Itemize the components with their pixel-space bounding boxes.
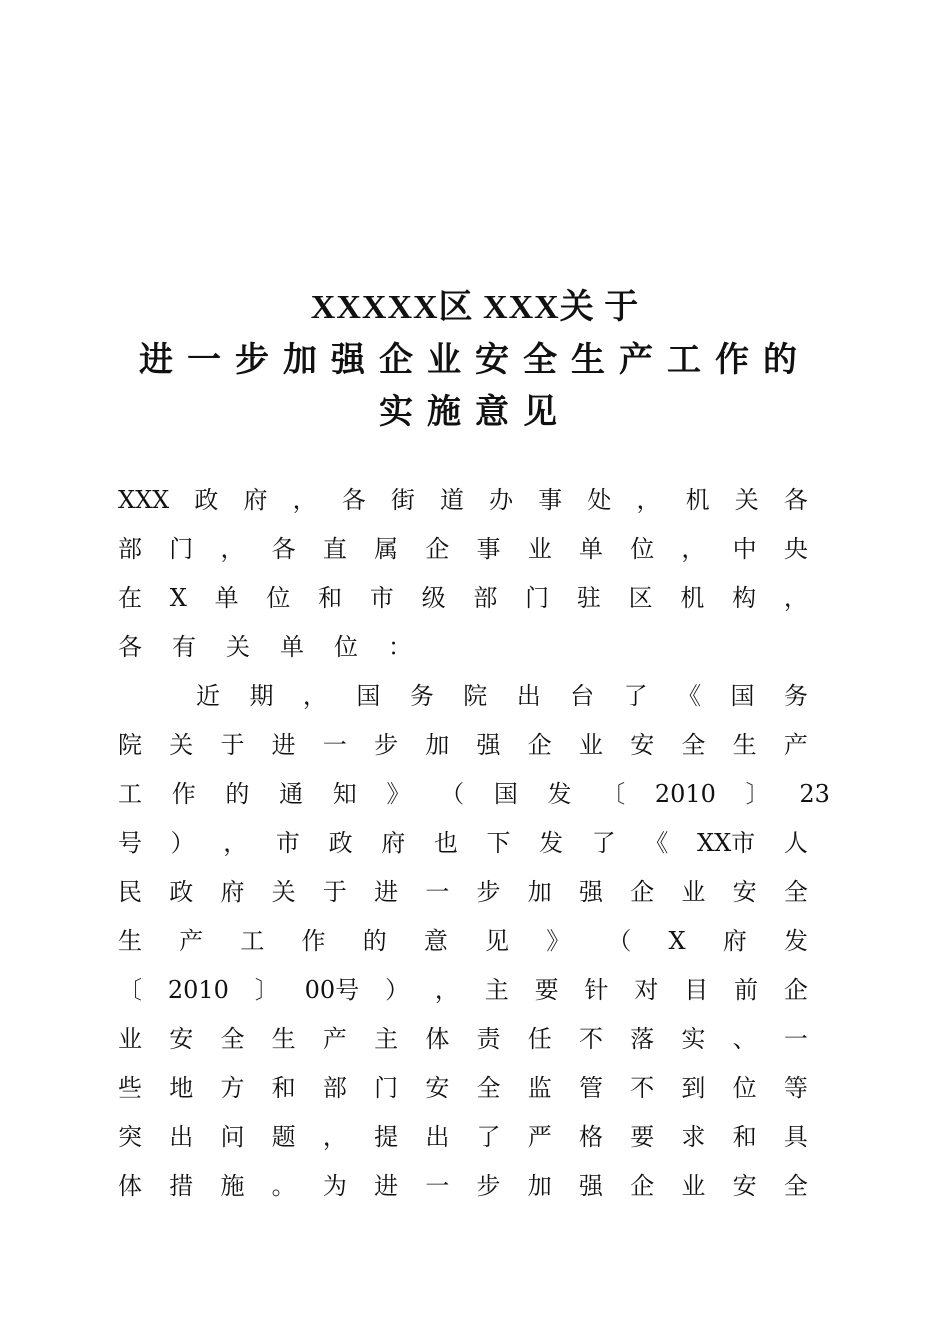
body-token: 出	[516, 682, 541, 710]
body-token: 发	[783, 927, 808, 955]
body-token: 业	[527, 535, 552, 563]
body-line	[118, 770, 830, 819]
body-token: 工	[240, 927, 265, 955]
body-token: 政	[194, 486, 219, 514]
body-token: 方	[220, 1074, 245, 1102]
body-token: 和	[271, 1074, 296, 1102]
body-token: 级	[421, 584, 446, 612]
body-token: 直	[322, 535, 347, 563]
body-line	[118, 1015, 808, 1064]
body-token: 区	[628, 584, 653, 612]
body-token: 政	[328, 829, 353, 857]
body-token: 2010	[167, 976, 229, 1004]
body-token: 强	[578, 878, 603, 906]
body-token: 格	[578, 1123, 603, 1151]
body-token: 政	[169, 878, 194, 906]
body-token: 人	[783, 829, 808, 857]
body-token: 出	[425, 1123, 450, 1151]
body-token: 〕	[254, 976, 279, 1004]
body-token: 》	[386, 780, 411, 808]
body-token: 些	[118, 1074, 142, 1102]
body-token: 落	[630, 1025, 655, 1053]
body-token: 监	[527, 1074, 552, 1102]
body-token: 一	[783, 1025, 808, 1053]
body-token: ，	[322, 1123, 347, 1151]
body-token: 在	[118, 584, 142, 612]
body-token: 问	[220, 1123, 245, 1151]
body-token: 为	[322, 1172, 347, 1200]
body-token: 有	[172, 633, 196, 661]
body-line	[118, 819, 808, 868]
body-token: 安	[169, 1025, 194, 1053]
body-token: 府	[381, 829, 406, 857]
body-token: 任	[527, 1025, 552, 1053]
body-token: ，	[302, 682, 327, 710]
body-token: 也	[433, 829, 458, 857]
body-token: ，	[223, 829, 248, 857]
body-token: ，	[783, 584, 808, 612]
body-token: 全	[783, 1172, 808, 1200]
body-token: 部	[118, 535, 142, 563]
body-token: 机	[680, 584, 705, 612]
body-line	[118, 917, 808, 966]
body-token: 对	[634, 976, 659, 1004]
body-token: 〔	[601, 780, 626, 808]
body-token: 《	[677, 682, 702, 710]
body-token: 出	[169, 1123, 194, 1151]
body-token: 门	[169, 535, 194, 563]
body-token: 步	[476, 1172, 501, 1200]
body-line	[118, 623, 808, 672]
body-line	[118, 966, 808, 1015]
body-token: 作	[301, 927, 326, 955]
body-token: 发	[547, 780, 572, 808]
body-token: 和	[318, 584, 343, 612]
body-token: 全	[476, 1074, 501, 1102]
body-line	[118, 574, 808, 623]
body-token: 部	[473, 584, 498, 612]
body-token: 业	[578, 731, 603, 759]
body-token: 门	[525, 584, 550, 612]
document-body	[118, 476, 838, 1211]
body-token: 地	[169, 1074, 194, 1102]
body-token: 近	[196, 682, 220, 710]
body-token: 通	[279, 780, 304, 808]
body-token: 作	[171, 780, 196, 808]
body-token: 门	[374, 1074, 399, 1102]
body-token: 全	[681, 731, 706, 759]
body-token: 强	[476, 731, 501, 759]
body-token: 见	[485, 927, 510, 955]
body-token: 管	[578, 1074, 603, 1102]
document-title	[0, 282, 950, 438]
body-token: 题	[271, 1123, 296, 1151]
body-token: 主	[484, 976, 509, 1004]
body-token: 等	[783, 1074, 808, 1102]
body-token: 到	[681, 1074, 706, 1102]
body-token: 》	[546, 927, 571, 955]
body-token: （	[440, 780, 465, 808]
body-token: 于	[220, 731, 245, 759]
body-token: ，	[220, 535, 245, 563]
body-token: 道	[440, 486, 465, 514]
body-token: 部	[322, 1074, 347, 1102]
body-token: 企	[783, 976, 808, 1004]
body-token: 了	[591, 829, 616, 857]
body-token: 安	[732, 878, 757, 906]
body-token: 。	[271, 1172, 296, 1200]
body-token: 中	[732, 535, 757, 563]
body-token: 一	[322, 731, 347, 759]
body-token: （	[607, 927, 632, 955]
body-token: ）	[170, 829, 195, 857]
body-token: 业	[118, 1025, 142, 1053]
body-token: 关	[226, 633, 250, 661]
body-token: XX市	[697, 829, 756, 857]
body-line	[118, 476, 808, 525]
body-token: 关	[734, 486, 759, 514]
body-token: 位	[266, 584, 291, 612]
body-token: 工	[118, 780, 142, 808]
body-token: ，	[292, 486, 317, 514]
body-token: 00号	[304, 976, 360, 1004]
body-line	[118, 1162, 808, 1211]
body-token: 位	[334, 633, 358, 661]
body-token: 的	[362, 927, 387, 955]
body-token: 院	[463, 682, 488, 710]
title-line-2: 进一步加强企业安全生产工作的	[139, 340, 811, 380]
body-line	[118, 868, 808, 917]
body-token: 企	[630, 878, 655, 906]
body-token: XXX	[118, 486, 170, 514]
body-token: 位	[630, 535, 655, 563]
body-token: 进	[374, 878, 399, 906]
body-token: 发	[539, 829, 564, 857]
body-token: 严	[527, 1123, 552, 1151]
body-token: 业	[681, 878, 706, 906]
body-token: 单	[280, 633, 304, 661]
body-token: 安	[732, 1172, 757, 1200]
body-token: 《	[644, 829, 669, 857]
body-token: 强	[578, 1172, 603, 1200]
body-token: 步	[476, 878, 501, 906]
body-token: 各	[118, 633, 142, 661]
body-token: 了	[476, 1123, 501, 1151]
body-token: 民	[118, 878, 142, 906]
body-token: 的	[225, 780, 250, 808]
body-token: 了	[623, 682, 648, 710]
body-token: 一	[425, 1172, 450, 1200]
body-token: 求	[681, 1123, 706, 1151]
body-token: 台	[570, 682, 595, 710]
body-token: 体	[425, 1025, 450, 1053]
body-token: 突	[118, 1123, 142, 1151]
body-token: 、	[732, 1025, 757, 1053]
body-token: 于	[322, 878, 347, 906]
body-token: 号	[118, 829, 142, 857]
body-token: 市	[275, 829, 300, 857]
body-token: 主	[374, 1025, 399, 1053]
body-token: 目	[684, 976, 709, 1004]
body-token: 单	[578, 535, 603, 563]
body-token: 23	[799, 780, 830, 808]
body-token: 产	[322, 1025, 347, 1053]
body-token: 市	[369, 584, 394, 612]
body-token: 府	[220, 878, 245, 906]
body-token: 务	[409, 682, 434, 710]
body-token: 要	[630, 1123, 655, 1151]
body-token: ：	[388, 633, 412, 661]
body-token: 处	[587, 486, 612, 514]
body-token: 步	[374, 731, 399, 759]
body-line	[118, 672, 808, 721]
body-token: 安	[425, 1074, 450, 1102]
body-token: 措	[169, 1172, 194, 1200]
body-token: 加	[527, 878, 552, 906]
body-line	[118, 721, 808, 770]
body-token: 一	[425, 878, 450, 906]
body-token: 进	[271, 731, 296, 759]
body-line	[118, 525, 808, 574]
body-token: 企	[527, 731, 552, 759]
body-token: 产	[783, 731, 808, 759]
body-token: 2010	[654, 780, 716, 808]
body-line	[118, 1064, 808, 1113]
body-token: 全	[783, 878, 808, 906]
body-token: 机	[685, 486, 710, 514]
body-token: 进	[374, 1172, 399, 1200]
body-line	[118, 1113, 808, 1162]
body-token: 具	[783, 1123, 808, 1151]
body-token: 央	[783, 535, 808, 563]
body-token: 生	[732, 731, 757, 759]
body-token: ，	[681, 535, 706, 563]
body-token: 属	[374, 535, 399, 563]
body-token: 产	[179, 927, 204, 955]
body-token: 各	[341, 486, 366, 514]
body-token: 生	[271, 1025, 296, 1053]
body-token: 关	[169, 731, 194, 759]
body-token: X	[668, 927, 686, 955]
body-token: 府	[243, 486, 268, 514]
body-token: 事	[538, 486, 563, 514]
body-token: 不	[578, 1025, 603, 1053]
body-token: 事	[476, 535, 501, 563]
body-token: ）	[385, 976, 410, 1004]
body-token: 务	[783, 682, 808, 710]
body-token: ，	[636, 486, 661, 514]
body-token: 体	[118, 1172, 142, 1200]
body-token: 企	[425, 535, 450, 563]
body-token: 前	[734, 976, 759, 1004]
body-token: 街	[390, 486, 415, 514]
body-token: 各	[783, 486, 808, 514]
body-token: 要	[534, 976, 559, 1004]
body-token: 院	[118, 731, 142, 759]
body-token: 期	[249, 682, 274, 710]
body-token: 国	[493, 780, 518, 808]
body-token: 〕	[745, 780, 770, 808]
body-token: 责	[476, 1025, 501, 1053]
body-token: X	[169, 584, 187, 612]
body-token: 和	[732, 1123, 757, 1151]
body-token: 生	[118, 927, 142, 955]
body-token: 国	[730, 682, 755, 710]
body-token: ，	[434, 976, 459, 1004]
body-token: 位	[732, 1074, 757, 1102]
body-token: 单	[214, 584, 239, 612]
body-token: 〔	[118, 976, 142, 1004]
body-token: 提	[374, 1123, 399, 1151]
body-token: 针	[584, 976, 609, 1004]
body-token: 驻	[576, 584, 601, 612]
body-token: 关	[271, 878, 296, 906]
body-token: 知	[332, 780, 357, 808]
body-token: 意	[423, 927, 448, 955]
body-token: 各	[271, 535, 296, 563]
body-token: 施	[220, 1172, 245, 1200]
body-token: 国	[356, 682, 381, 710]
body-token: 安	[630, 731, 655, 759]
body-token: 不	[630, 1074, 655, 1102]
body-token: 府	[722, 927, 747, 955]
body-token: 业	[681, 1172, 706, 1200]
body-token: 实	[681, 1025, 706, 1053]
body-token: 企	[630, 1172, 655, 1200]
title-line-3: 实施意见	[379, 392, 571, 432]
body-token: 全	[220, 1025, 245, 1053]
body-token: 构	[732, 584, 757, 612]
body-token: 加	[425, 731, 450, 759]
title-line-1: XXXXX区 XXX关 于	[310, 289, 640, 326]
body-token: 下	[486, 829, 511, 857]
body-token: 加	[527, 1172, 552, 1200]
body-token: 办	[489, 486, 514, 514]
